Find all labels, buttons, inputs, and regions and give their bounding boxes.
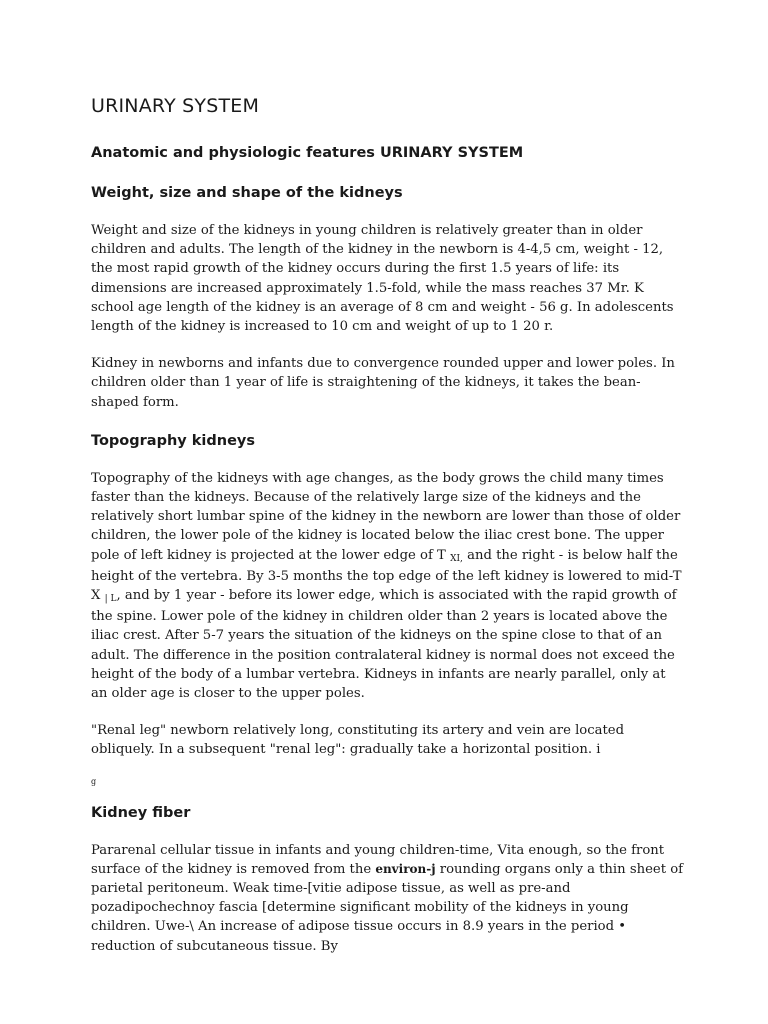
topography-text-part-a: Topography of the kidneys with age changes, as the body grows the child many times faster than the kidneys. Because of the relatively large size of the kidneys and the relatively short lumbar spine of the kidney in the newborn are lower than those of older children, the lower pole of the kidney is located below the iliac crest bone. The upper pole of left kidney is projected at the lower edge of T <box>91 470 681 563</box>
section-heading-fiber: Kidney fiber <box>91 804 191 821</box>
paragraph-weight-2: Kidney in newborns and infants due to convergence rounded upper and lower poles. In children older than 1 year of life is straightening of the kidneys, it takes the bean-shaped form. <box>91 356 675 410</box>
vertebra-subscript-l: | L <box>104 594 117 605</box>
paragraph-topography-2: "Renal leg" newborn relatively long, constituting its artery and vein are located obliquely. In a subsequent "renal leg": gradually take a horizontal position. i <box>91 723 625 758</box>
vertebra-subscript-xi: XI, <box>450 553 463 564</box>
section-heading-weight: Weight, size and shape of the kidneys <box>91 185 403 201</box>
paragraph-weight-1: Weight and size of the kidneys in young children is relatively greater than in older children and adults. The length of the kidney in the newborn is 4-4,5 cm, weight - 12, the most rapid growth of the kidney occurs during the first 1.5 years of life: its dimensions are increased approximately 1.5-fold, while the mass reaches 37 Mr. K school age length of the kidney is an average of 8 cm and weight - 56 g. In adolescents length of the kidney is increased to 10 cm and weight of up to 1 20 r. <box>91 223 674 335</box>
topography-text-part-b: and the right - is below half the height of the vertebra. By 3-5 months the top edge of the left kidney is lowered to mid-T X <box>91 547 682 604</box>
stray-mark: g <box>91 776 97 786</box>
paragraph-fiber-1 <box>91 841 683 956</box>
document-title: URINARY SYSTEM <box>91 95 260 117</box>
fiber-text-part-b: rounding organs only a thin sheet of parietal peritoneum. Weak time-[vitie adipose tissue, as well as pre-and pozadipochechnoy fascia [determine significant mobility of the kidneys in young children. Uwe-\ An increase of adipose tissue occurs in 8.9 years in the period • reduction of subcutaneous tissue. By <box>91 861 684 954</box>
document-page <box>91 92 683 974</box>
section-heading-topography: Topography kidneys <box>91 432 256 449</box>
paragraph-topography-1 <box>91 469 683 703</box>
topography-text-part-c: , and by 1 year - before its lower edge, which is associated with the rapid growth of the spine. Lower pole of the kidney in children older than 2 years is located above the iliac crest. After 5-7 years the situation of the kidneys on the spine close to that of an adult. The difference in the position contralateral kidney is normal does not exceed the height of the body of a lumbar vertebra. Kidneys in infants are nearly parallel, only at an older age is closer to the upper poles. <box>91 588 677 702</box>
fiber-text-bold: environ-j <box>375 861 436 876</box>
fiber-text-part-a: Pararenal cellular tissue in infants and young children-time, Vita enough, so the front surface of the kidney is removed from the <box>91 842 665 877</box>
document-subtitle: Anatomic and physiologic features URINARY SYSTEM <box>91 145 524 161</box>
